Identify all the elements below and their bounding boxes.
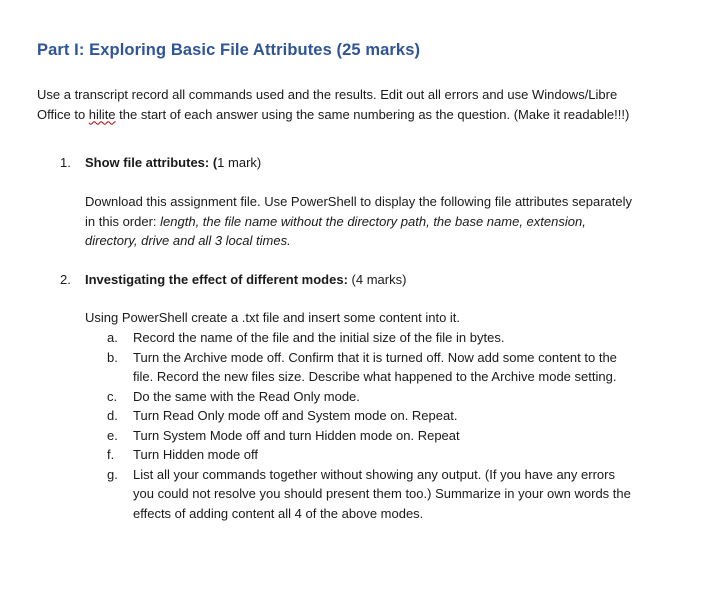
subitem-text: you could not resolve you should present them too.) Summarize in your own words the (133, 486, 631, 501)
question-1-body-line-2-plain: in this order: (85, 213, 161, 229)
subitem-b (107, 348, 687, 387)
subitem-letter: d. (107, 408, 118, 423)
subitem-c (107, 387, 687, 407)
question-1-body (85, 192, 675, 251)
subitem-d (107, 406, 687, 426)
subitem-f (107, 445, 687, 465)
subitem-a (107, 328, 687, 348)
intro-line-2-start: Office to (37, 106, 89, 122)
spellcheck-flagged-word[interactable]: hilite (88, 106, 116, 122)
question-1-heading (85, 153, 261, 173)
section-heading: Part I: Exploring Basic File Attributes (25 marks) (37, 41, 421, 59)
question-2-subitem-list (107, 328, 687, 523)
subitem-letter: c. (107, 388, 118, 404)
question-1-marks: 1 mark) (217, 155, 262, 170)
subitem-text: file. Record the new files size. Describe what happened to the Archive mode setting. (133, 369, 617, 384)
question-2-intro (85, 308, 675, 328)
question-1-body-line-3 (85, 231, 675, 251)
question-2-intro-line: Using PowerShell create a .txt file and insert some content into it. (85, 310, 461, 325)
subitem-letter: f. (107, 447, 115, 462)
subitem-letter: a. (107, 330, 118, 345)
intro-line-1: Use a transcript record all commands used and the results. Edit out all errors and use Windows/Libre (37, 87, 618, 102)
intro-line-2 (37, 105, 687, 125)
question-1-body-line-2 (85, 212, 675, 232)
subitem-text: Turn Hidden mode off (133, 447, 259, 462)
question-1-attribute-list-cont: directory, drive and all 3 local times. (85, 233, 291, 248)
question-1-bold-title: Show file attributes: ( (85, 155, 218, 170)
subitem-letter: b. (107, 349, 118, 365)
intro-paragraph (37, 85, 687, 124)
question-2-bold-title: Investigating the effect of different modes: (85, 272, 348, 287)
question-1-body-line-1: Download this assignment file. Use PowerShell to display the following file attributes separately (85, 194, 633, 209)
question-2-number: 2. (60, 272, 71, 287)
subitem-letter: g. (107, 466, 118, 482)
subitem-text: Turn the Archive mode off. Confirm that it is turned off. Now add some content to the (133, 349, 617, 365)
subitem-text: Record the name of the file and the initial size of the file in bytes. (133, 330, 505, 345)
question-1-number: 1. (60, 155, 71, 170)
subitem-text: List all your commands together without showing any output. (If you have any errors (133, 466, 615, 482)
question-2-marks: (4 marks) (347, 272, 407, 287)
subitem-letter: e. (107, 427, 118, 443)
subitem-text: Turn Read Only mode off and System mode on. Repeat. (133, 408, 458, 423)
subitem-g (107, 465, 687, 524)
intro-line-2-end: the start of each answer using the same numbering as the question. (Make it readable!!!) (115, 106, 630, 122)
subitem-text: Do the same with the Read Only mode. (133, 388, 360, 404)
subitem-text: Turn System Mode off and turn Hidden mode on. Repeat (133, 427, 460, 443)
subitem-text: effects of adding content all 4 of the above modes. (133, 505, 424, 521)
question-2-heading (85, 270, 406, 290)
question-1-attribute-list: length, the file name without the directory path, the base name, extension, (160, 213, 586, 229)
subitem-e (107, 426, 687, 446)
